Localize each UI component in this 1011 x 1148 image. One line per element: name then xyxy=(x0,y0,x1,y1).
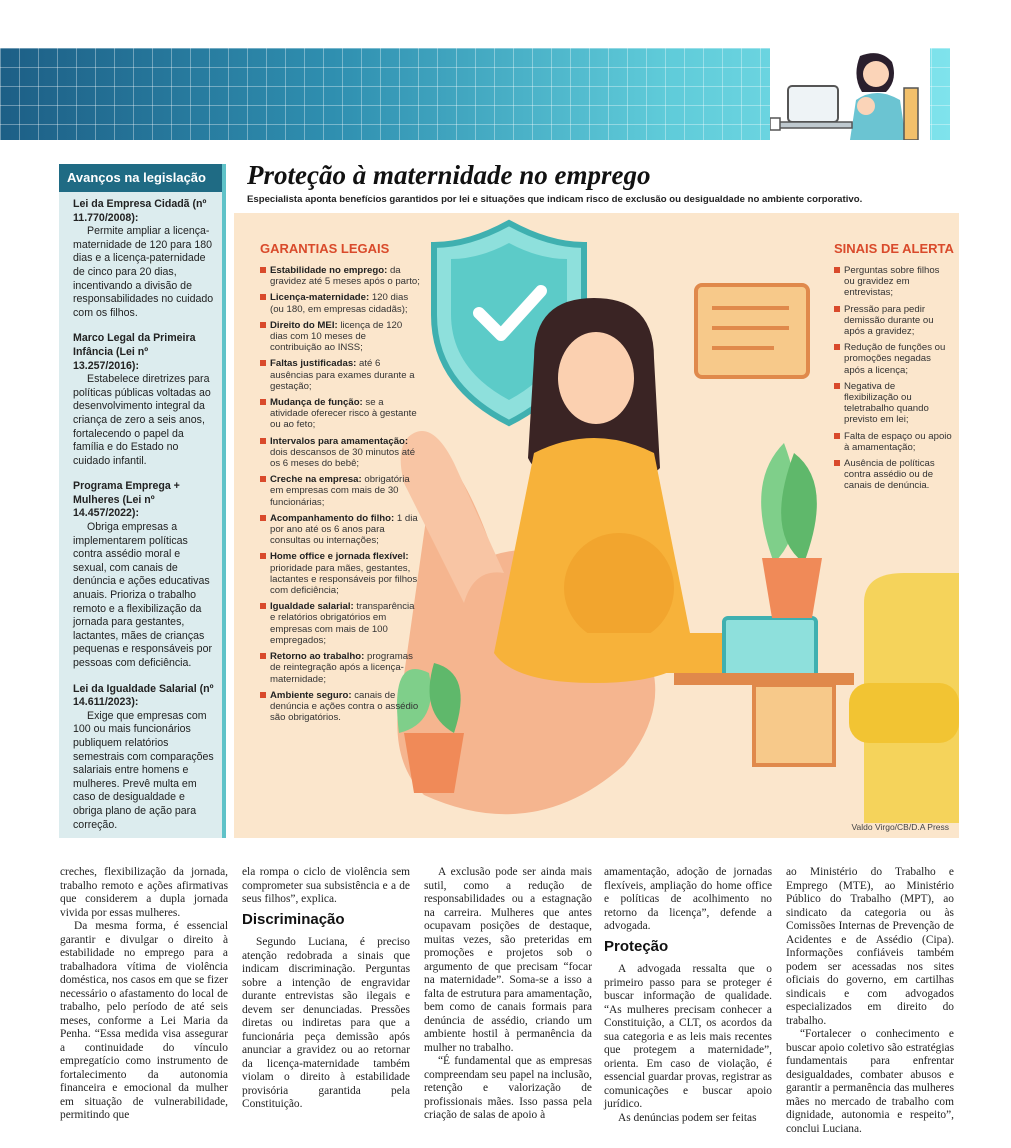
guarantee-text: se a atividade oferecer risco à gestante ou ao feto; xyxy=(270,397,417,431)
sidebar-title: Avanços na legislação xyxy=(59,164,222,192)
paragraph: ela rompa o ciclo de violência sem comprometer sua subsistência e a de seus filhos”, explica. xyxy=(242,866,410,905)
warning-item: Pressão para pedir demissão durante ou após a gravidez; xyxy=(834,304,952,338)
guarantee-text: até 6 ausências para exames durante a gestação; xyxy=(270,358,415,392)
warning-item: Perguntas sobre filhos ou gravidez em entrevistas; xyxy=(834,265,952,299)
law-description: Estabelece diretrizes para políticas públicas voltadas ao desenvolvimento integral da criança de zero a seis anos, fortalecendo o papel da família e do Estado no cuidado infantil. xyxy=(73,373,211,467)
law-entry xyxy=(73,683,214,833)
guarantee-text: prioridade para mães, gestantes, lactantes e responsáveis por filhos com deficiência; xyxy=(270,562,418,597)
guarantee-item xyxy=(260,397,420,431)
paragraph: A advogada ressalta que o primeiro passo para se proteger é buscar informação de qualidade. “As mulheres precisam conhecer a Constituição, a CLT, os acordos da sua categoria e as leis mais recentes que protegem a maternidade”, orienta. Em caso de violação, é essencial guardar provas, registrar as comunicações e buscar apoio jurídico. xyxy=(604,963,772,1110)
law-entry xyxy=(73,198,214,320)
guarantee-label: Acompanhamento do filho: xyxy=(270,512,395,524)
mother-laptop-illustration xyxy=(770,48,930,140)
guarantee-item xyxy=(260,320,420,354)
infographic-title: Proteção à maternidade no emprego xyxy=(247,160,651,190)
warning-item: Ausência de políticas contra assédio ou de canais de denúncia. xyxy=(834,458,952,492)
guarantee-item xyxy=(260,601,420,646)
guarantee-text: licença de 120 dias com 10 meses de contribuição ao INSS; xyxy=(270,319,403,354)
guarantee-text: da gravidez até 5 meses após o parto; xyxy=(270,265,420,288)
guarantee-text: canais de denúncia e ações contra o assédio são obrigatórios. xyxy=(270,689,419,724)
law-title: Lei da Empresa Cidadã (nº 11.770/2008): xyxy=(73,198,207,224)
paragraph: As denúncias podem ser feitas xyxy=(618,1111,757,1124)
legal-guarantees-heading: GARANTIAS LEGAIS xyxy=(260,241,390,256)
guarantee-label: Igualdade salarial: xyxy=(270,601,354,613)
guarantee-item xyxy=(260,651,420,685)
header-banner xyxy=(0,48,950,140)
article-column-5 xyxy=(786,866,954,1136)
warning-item: Redução de funções ou promoções negadas após a licença; xyxy=(834,342,952,376)
guarantee-label: Licença-maternidade: xyxy=(270,292,370,304)
section-heading-protecao: Proteção xyxy=(604,937,669,955)
paragraph: ao Ministério do Trabalho e Emprego (MTE), ao Ministério Público do Trabalho (MPT), ao sindicato da categoria ou às Comissões Internas de Prevenção de Acidentes e de Assédio (Cipa). Informações confiáveis também podem ser acessadas nos sites oficiais do governo, em cartilhas sindicais e com advogados especializados em direito do trabalho. xyxy=(786,866,954,1027)
paragraph: Da mesma forma, é essencial garantir e divulgar o direito à estabilidade no emprego para a trabalhadora vítima de violência doméstica, nos casos em que se fizer necessário o afastamento do local de trabalho, pelo período de até seis meses, conforme a Lei Maria da Penha. “Essa medida visa assegurar a continuidade do vínculo empregatício como instrumento de fortalecimento da autonomia financeira e emocional da mulher em situação de vulnerabilidade, permitindo que xyxy=(60,920,228,1121)
guarantee-label: Ambiente seguro: xyxy=(270,689,352,701)
warning-signs-list xyxy=(834,265,952,497)
paragraph: A exclusão pode ser ainda mais sutil, como a redução de responsabilidades ou a estagnação na carreira. Mulheres que antes ocupavam posições de destaque, muitas vezes, são preteridas em promoções e projetos sob o argumento de que precisam “focar na maternidade”. Soma-se a isso a falta de estrutura para amamentação, bem como de canais formais para denúncia de assédio, criando um ambiente hostil à permanência da mulher no trabalho. xyxy=(424,866,592,1054)
image-credit: Valdo Virgo/CB/D.A Press xyxy=(851,822,949,832)
guarantee-text: transparência e relatórios obrigatórios em empresas com mais de 100 empregados; xyxy=(270,601,415,646)
guarantee-item xyxy=(260,551,420,596)
article-column-2 xyxy=(242,866,410,1112)
guarantee-item xyxy=(260,358,420,392)
guarantee-label: Retorno ao trabalho: xyxy=(270,651,365,663)
law-entry xyxy=(73,332,214,468)
article-column-4 xyxy=(604,866,772,1125)
guarantee-label: Creche na empresa: xyxy=(270,474,362,486)
guarantee-item xyxy=(260,292,420,314)
article-column-3 xyxy=(424,866,592,1123)
guarantee-text: obrigatória em empresas com mais de 30 funcionárias; xyxy=(270,474,410,508)
paragraph: Segundo Luciana, é preciso atenção redobrada a sinais que indicam discriminação. Perguntas sobre a intenção de engravidar durante entrevistas são ilegais e devem ser denunciadas. Pressões diretas ou indiretas para que a funcionária peça demissão após anunciar a gravidez ou ao retornar da licença-maternidade também violam o direito à estabilidade provisória garantida pela Constituição. xyxy=(242,936,410,1110)
paragraph: “É fundamental que as empresas compreendam seu papel na inclusão, retenção e valorização de profissionais mães. Isso passa pela criação de salas de apoio à xyxy=(424,1055,592,1121)
infographic-subtitle: Especialista aponta benefícios garantidos por lei e situações que indicam risco de exclusão ou desigualdade no ambiente corporativo. xyxy=(247,194,863,205)
guarantee-item xyxy=(260,436,420,470)
guarantee-label: Direito do MEI: xyxy=(270,319,338,331)
guarantee-item xyxy=(260,265,420,287)
guarantee-text: 1 dia por ano até os 6 anos para consultas ou internações; xyxy=(270,512,418,547)
law-title: Marco Legal da Primeira Infância (Lei nº 13.257/2016): xyxy=(73,332,196,372)
legislation-sidebar xyxy=(59,164,226,838)
warning-item: Falta de espaço ou apoio à amamentação; xyxy=(834,431,952,453)
law-description: Obriga empresas a implementarem políticas contra assédio moral e sexual, com canais de denúncia e ações educativas anuais. Prioriza o trabalho remoto e a flexibilização da jornada para gestantes, lactantes, mães de crianças pequenas e responsáveis por pessoas com deficiência. xyxy=(73,521,212,669)
law-description: Permite ampliar a licença-maternidade de 120 para 180 dias e a licença-paternidade de cinco para 20 dias, incentivando a divisão de responsabilidades no cuidado com os filhos. xyxy=(73,225,214,319)
guarantee-label: Faltas justificadas: xyxy=(270,358,357,370)
infographic-panel xyxy=(234,213,959,838)
paragraph: creches, flexibilização da jornada, trabalho remoto e ações afirmativas que considerem a dupla jornada vivida por essas mulheres. xyxy=(60,866,228,919)
guarantee-label: Intervalos para amamentação: xyxy=(270,435,409,447)
guarantee-label: Estabilidade no emprego: xyxy=(270,265,388,276)
law-title: Programa Emprega + Mulheres (Lei nº 14.457/2022): xyxy=(73,480,180,520)
article-body xyxy=(60,866,960,1135)
guarantee-text: programas de reintegração após a licença-maternidade; xyxy=(270,651,413,685)
guarantee-text: 120 dias (ou 180, em empresas cidadãs); xyxy=(270,292,409,315)
paragraph: amamentação, adoção de jornadas flexíveis, ampliação do home office e políticas de acolhimento no retorno da licença”, defende a advogada. xyxy=(604,866,772,932)
warning-item: Negativa de flexibilização ou teletrabalho quando previsto em lei; xyxy=(834,381,952,426)
section-heading-discriminacao: Discriminação xyxy=(242,910,345,928)
guarantee-item xyxy=(260,690,420,724)
paragraph: “Fortalecer o conhecimento e buscar apoio coletivo são estratégias fundamentais para enfrentar desigualdades, combater abusos e garantir a permanência das mulheres mães no mercado de trabalho com dignidade, autonomia e respeito”, conclui Luciana. xyxy=(786,1028,954,1135)
law-description: Exige que empresas com 100 ou mais funcionários publiquem relatórios semestrais com comparações salariais entre homens e mulheres. Prevê multa em caso de desigualdade e obriga plano de ação para correção. xyxy=(73,709,214,831)
guarantee-label: Home office e jornada flexível: xyxy=(270,551,409,563)
guarantee-text: dois descansos de 30 minutos até os 6 meses do bebê; xyxy=(270,446,416,470)
warning-signs-heading: SINAIS DE ALERTA xyxy=(834,241,954,256)
guarantee-item xyxy=(260,513,420,547)
legal-guarantees-list xyxy=(260,265,420,728)
guarantee-item xyxy=(260,474,420,508)
law-entry xyxy=(73,480,214,670)
law-title: Lei da Igualdade Salarial (nº 14.611/2023): xyxy=(73,682,214,709)
article-column-1 xyxy=(60,866,228,1123)
guarantee-label: Mudança de função: xyxy=(270,397,363,409)
